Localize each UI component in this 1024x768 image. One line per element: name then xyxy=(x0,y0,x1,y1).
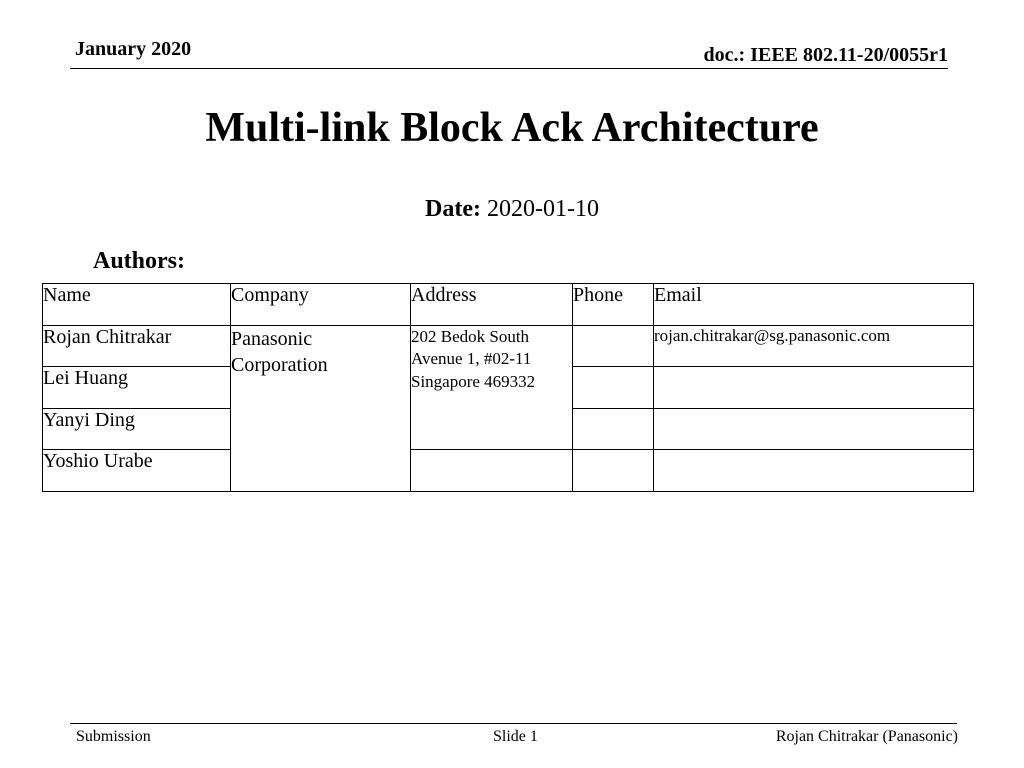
slide-title: Multi-link Block Ack Architecture xyxy=(205,105,819,151)
company-line-2: Corporation xyxy=(231,353,328,376)
header-phone: Phone xyxy=(573,284,654,326)
company-line-1: Panasonic xyxy=(231,327,313,350)
date-line xyxy=(0,196,1024,223)
authors-heading: Authors: xyxy=(93,248,186,274)
header-email: Email xyxy=(654,284,974,326)
header-doc-number: doc.: IEEE 802.11-20/0055r1 xyxy=(703,44,948,66)
author-name: Rojan Chitrakar xyxy=(43,325,231,367)
phone-cell xyxy=(573,450,654,492)
footer-slide-number: Slide 1 xyxy=(493,728,538,745)
email-cell xyxy=(654,408,974,450)
address-line-2: Avenue 1, #02-11 xyxy=(411,349,532,369)
phone-cell xyxy=(573,367,654,409)
header-address: Address xyxy=(411,284,573,326)
header-company: Company xyxy=(231,284,411,326)
header-date: January 2020 xyxy=(75,38,192,60)
footer-submission: Submission xyxy=(76,728,151,745)
authors-table xyxy=(42,283,974,492)
address-cell xyxy=(411,450,573,492)
address-line-1: 202 Bedok South xyxy=(411,326,530,346)
table-header-row xyxy=(43,284,974,326)
footer-divider xyxy=(70,723,957,724)
email-cell xyxy=(654,450,974,492)
phone-cell xyxy=(573,408,654,450)
table-row xyxy=(43,325,974,367)
date-value: 2020-01-10 xyxy=(486,196,599,222)
company-cell xyxy=(231,325,411,491)
header-divider xyxy=(70,68,948,69)
address-cell xyxy=(411,325,573,450)
author-name: Lei Huang xyxy=(43,367,231,409)
footer-author: Rojan Chitrakar (Panasonic) xyxy=(775,728,958,745)
phone-cell xyxy=(573,325,654,367)
email-cell xyxy=(654,367,974,409)
email-cell: rojan.chitrakar@sg.panasonic.com xyxy=(654,325,974,367)
header-name: Name xyxy=(43,284,231,326)
address-line-3: Singapore 469332 xyxy=(411,372,536,392)
author-name: Yanyi Ding xyxy=(43,408,231,450)
table-row xyxy=(43,450,974,492)
author-name: Yoshio Urabe xyxy=(43,450,231,492)
date-label: Date: xyxy=(425,196,481,222)
